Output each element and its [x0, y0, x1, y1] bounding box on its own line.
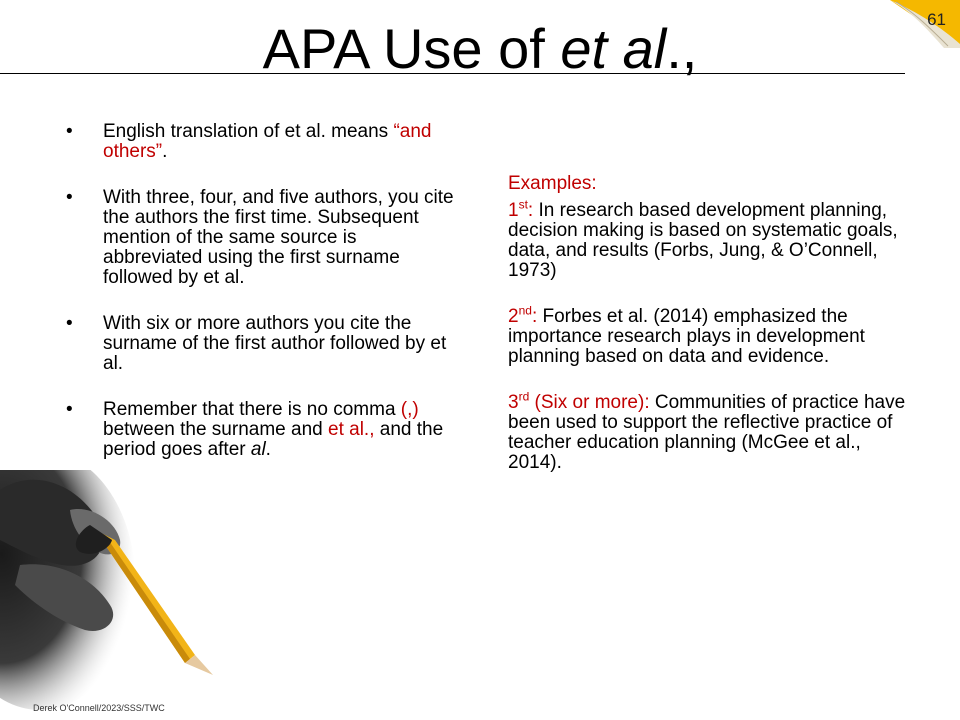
bullet-text: and the period goes after	[103, 419, 444, 460]
bullet-highlight: et al.,	[328, 419, 375, 440]
bullet-highlight: “and others”	[103, 121, 432, 162]
title-italic: et al	[560, 17, 667, 80]
bullet-text: Remember that there is no comma	[103, 399, 401, 420]
example-second	[508, 303, 918, 367]
bullet-item-six-or-more	[64, 314, 454, 374]
bullet-marker: •	[66, 187, 73, 208]
examples-heading: Examples:	[508, 173, 597, 194]
bullet-item-translation	[64, 122, 454, 162]
title-suffix: .,	[666, 17, 698, 80]
bullet-text: With six or more authors you cite the surname of the first author followed by et al.	[103, 313, 447, 374]
page-number: 61	[927, 10, 946, 29]
bullet-item-comma-rule	[64, 400, 454, 460]
title-prefix: APA Use of	[262, 17, 561, 80]
examples-panel	[508, 174, 918, 499]
bullet-item-three-five-authors	[64, 188, 454, 288]
slide-title	[0, 16, 960, 82]
bullet-marker: •	[66, 399, 73, 420]
example-ordinal: 1st:	[508, 197, 534, 221]
bullet-highlight: (,)	[400, 399, 419, 420]
bullet-list	[64, 122, 454, 486]
bullet-marker: •	[66, 313, 73, 334]
bullet-text: .	[162, 141, 168, 162]
example-third	[508, 389, 918, 473]
bullet-text: between the surname and	[103, 419, 328, 440]
footer-credit: Derek O'Connell/2023/SSS/TWC	[33, 703, 165, 713]
bullet-marker: •	[66, 121, 73, 142]
example-ordinal: 2nd:	[508, 303, 538, 327]
example-first	[508, 197, 918, 281]
bullet-text: With three, four, and five authors, you cite the authors the first time. Subsequent mention of the same source is abbreviated using the first surname followed by et al.	[103, 187, 454, 288]
hand-holding-pencil-icon	[0, 470, 230, 720]
bullet-text: .	[265, 439, 271, 460]
example-text: Communities of practice have been used to support the reflective practice of teacher education planning (McGee et al., 2014).	[508, 392, 906, 473]
example-text: In research based development planning, decision making is based on systematic goals, data, and results (Forbs, Jung, & O’Connell, 1973)	[508, 200, 898, 281]
bullet-italic: al	[250, 439, 266, 460]
example-text: Forbes et al. (2014) emphasized the importance research plays in development planning based on data and evidence.	[508, 306, 865, 367]
example-ordinal: 3rd (Six or more):	[508, 389, 650, 413]
bullet-text: English translation of et al. means	[103, 121, 394, 142]
